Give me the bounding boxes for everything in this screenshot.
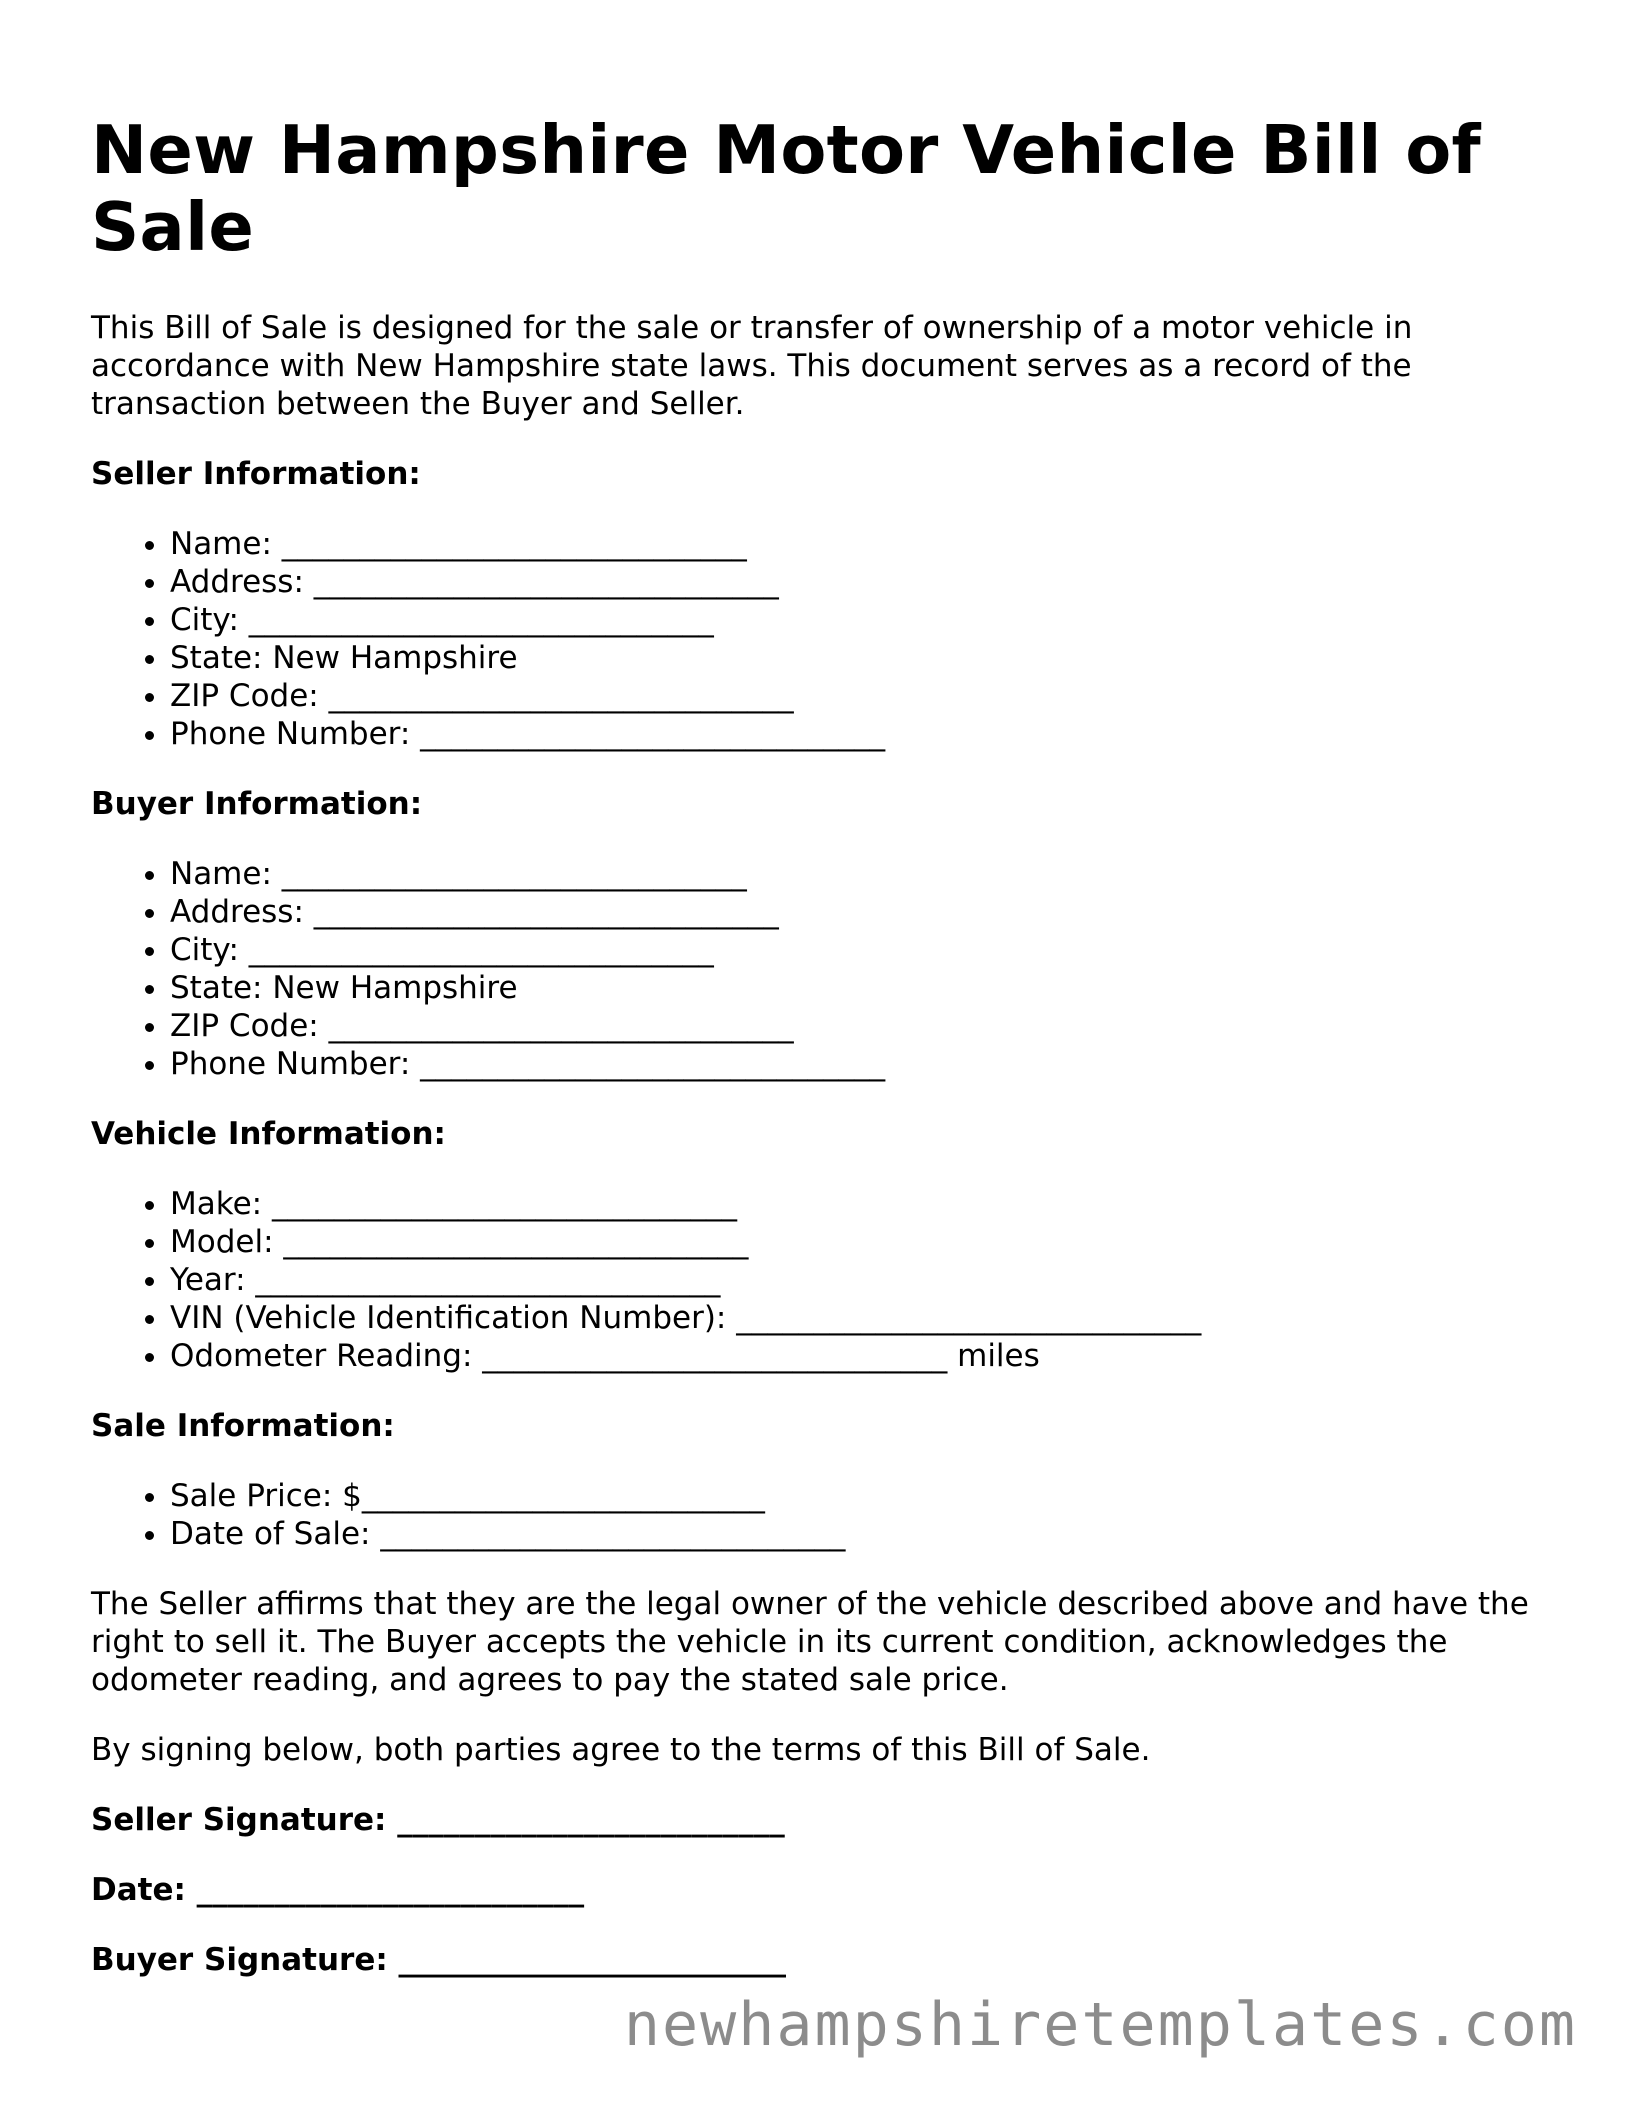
vehicle-info-list <box>91 1185 1561 1375</box>
sale-info-list <box>91 1477 1561 1553</box>
buyer-address-field[interactable]: • Address: ______________________________ <box>170 893 1561 931</box>
buyer-city-field[interactable]: • City: ______________________________ <box>170 931 1561 969</box>
seller-state-field: • State: New Hampshire <box>170 639 1561 677</box>
seller-city-field[interactable]: • City: ______________________________ <box>170 601 1561 639</box>
document-page <box>91 112 1561 1979</box>
seller-section-heading: Seller Information: <box>91 456 421 492</box>
vehicle-model-field[interactable]: • Model: ______________________________ <box>170 1223 1561 1261</box>
seller-phone-field[interactable]: • Phone Number: ______________________________ <box>170 715 1561 753</box>
vehicle-year-field[interactable]: • Year: ______________________________ <box>170 1261 1561 1299</box>
agreement-paragraph: By signing below, both parties agree to the terms of this Bill of Sale. <box>91 1732 1151 1768</box>
buyer-signature-line[interactable]: Buyer Signature: _________________________ <box>91 1942 787 1978</box>
seller-info-list <box>91 525 1561 753</box>
seller-address-field[interactable]: • Address: ______________________________ <box>170 563 1561 601</box>
vehicle-section-heading: Vehicle Information: <box>91 1116 446 1152</box>
buyer-phone-field[interactable]: • Phone Number: ______________________________ <box>170 1045 1561 1083</box>
sale-price-field[interactable]: • Sale Price: $__________________________ <box>170 1477 1561 1515</box>
site-watermark: newhampshiretemplates.com <box>623 1990 1577 2060</box>
sale-section-heading: Sale Information: <box>91 1408 395 1444</box>
seller-zip-field[interactable]: • ZIP Code: ______________________________ <box>170 677 1561 715</box>
buyer-state-field: • State: New Hampshire <box>170 969 1561 1007</box>
seller-signature-line[interactable]: Seller Signature: _________________________ <box>91 1802 785 1838</box>
buyer-section-heading: Buyer Information: <box>91 786 423 822</box>
affirmation-paragraph: The Seller affirms that they are the legal owner of the vehicle described above and have the right to sell it. The Buyer accepts the vehicle in its current condition, acknowledges the odometer reading, and agrees to pay the stated sale price. <box>91 1586 1529 1698</box>
vehicle-odometer-field[interactable]: • Odometer Reading: ______________________________ miles <box>170 1337 1561 1375</box>
buyer-info-list <box>91 855 1561 1083</box>
vehicle-make-field[interactable]: • Make: ______________________________ <box>170 1185 1561 1223</box>
seller-name-field[interactable]: • Name: ______________________________ <box>170 525 1561 563</box>
vehicle-vin-field[interactable]: • VIN (Vehicle Identification Number): ______________________________ <box>170 1299 1561 1337</box>
sale-date-field[interactable]: • Date of Sale: ______________________________ <box>170 1515 1561 1553</box>
buyer-zip-field[interactable]: • ZIP Code: ______________________________ <box>170 1007 1561 1045</box>
intro-paragraph: This Bill of Sale is designed for the sale or transfer of ownership of a motor vehicle in accordance with New Hampshire state laws. This document serves as a record of the transaction between the Buyer and Seller. <box>91 310 1413 422</box>
page-title: New Hampshire Motor Vehicle Bill of Sale <box>91 111 1481 266</box>
buyer-name-field[interactable]: • Name: ______________________________ <box>170 855 1561 893</box>
signature-date-line[interactable]: Date: _________________________ <box>91 1872 585 1908</box>
